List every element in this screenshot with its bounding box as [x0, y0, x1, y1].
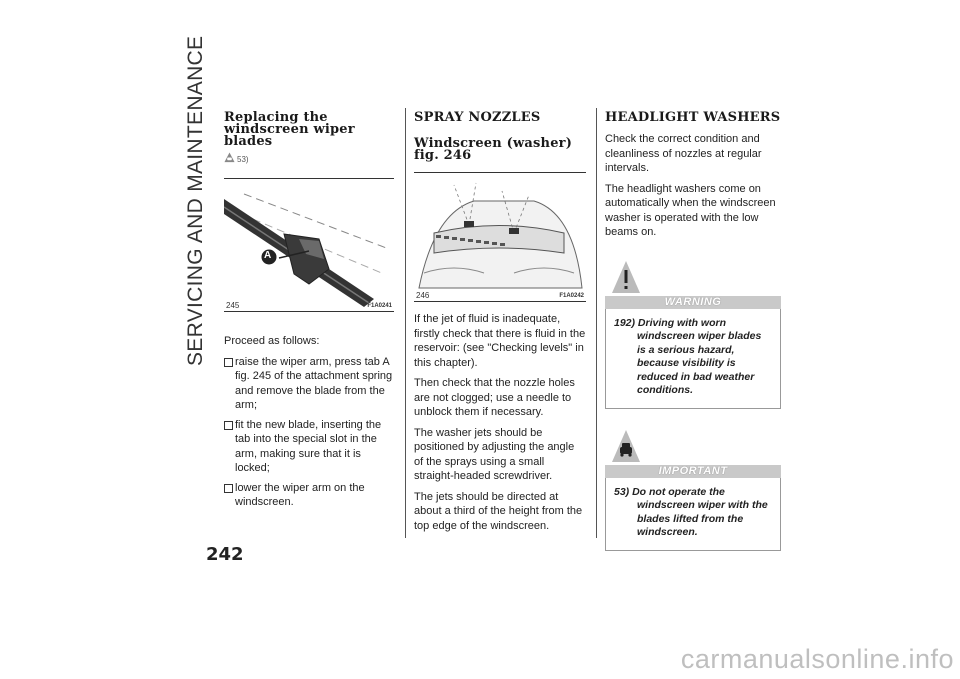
paragraph: Check the correct condition and cleanliness of nozzles at regular intervals.: [605, 133, 762, 174]
warning-content: [605, 309, 781, 409]
heading-headlight-washers: HEADLIGHT WASHERS: [605, 110, 781, 125]
heading-spray-nozzles: SPRAY NOZZLES: [414, 110, 541, 125]
column-divider-2: [596, 108, 597, 538]
heading-replacing-blades: Replacing the windscreen wiper blades: [224, 110, 355, 149]
list-item: fit the new blade, inserting the tab into the special slot in the arm, making sure that it is locked;: [224, 418, 394, 476]
watermark: carmanualsonline.info: [680, 644, 954, 674]
paragraph: The washer jets should be positioned by adjusting the angle of the sprays using a small straight-headed screwdriver.: [414, 426, 575, 482]
paragraph: The jets should be directed at about a third of the height from the top edge of the windscreen.: [414, 490, 583, 532]
page-number: 242: [206, 544, 244, 565]
spray-paragraphs: [414, 312, 586, 533]
note-reference: [224, 152, 394, 166]
warning-box: [605, 260, 781, 409]
warning-exclamation-icon: [611, 260, 641, 294]
warning-title: WARNING: [605, 296, 781, 309]
important-text: 53) Do not operate the windscreen wiper with the blades lifted from the windscreen.: [614, 485, 768, 538]
important-box: [605, 429, 781, 551]
figure-245: [224, 178, 394, 312]
column-divider-1: [405, 108, 406, 538]
car-caution-icon: [224, 152, 235, 163]
figure-number: 245: [226, 301, 240, 310]
list-item: raise the wiper arm, press tab A fig. 245 of the attachment spring and remove the blade from the arm;: [224, 355, 394, 413]
column-wiper-blades: [224, 112, 394, 515]
side-section-title: [180, 35, 212, 366]
important-content: [605, 478, 781, 551]
intro-text: Proceed as follows:: [224, 335, 320, 347]
paragraph: If the jet of fluid is inadequate, firstly check that there is fluid in the reservoir: (see "Checking levels" in this chapter).: [414, 313, 586, 369]
figure-246: [414, 172, 586, 302]
steps-list: [224, 355, 394, 510]
figure-code: F1A0242: [559, 293, 584, 299]
side-title-text: SERVICING AND MAINTENANCE: [184, 35, 207, 366]
headlight-paragraphs: [605, 132, 781, 240]
important-title: IMPORTANT: [605, 465, 781, 478]
list-item: lower the wiper arm on the windscreen.: [224, 481, 394, 510]
callout-a: A: [264, 250, 272, 261]
column-headlight-washers: [605, 112, 781, 551]
figure-number: 246: [416, 291, 430, 300]
warning-text: 192) Driving with worn windscreen wiper blades is a serious hazard, because visibility is reduced in bad weather conditions.: [614, 316, 762, 396]
car-hood-illustration: [414, 173, 586, 301]
paragraph: The headlight washers come on automatically when the windscreen washer is operated with the low beams on.: [605, 182, 776, 238]
paragraph: Then check that the nozzle holes are not clogged; use a needle to unblock them if necessary.: [414, 377, 575, 418]
note-ref-text: 53): [237, 155, 249, 164]
column-spray-nozzles: [414, 112, 586, 539]
car-caution-icon: [611, 429, 641, 463]
figure-code: F1A0241: [367, 303, 392, 309]
wiper-blade-illustration: [224, 179, 394, 311]
subheading-windscreen-washer: Windscreen (washer) fig. 246: [414, 136, 573, 163]
